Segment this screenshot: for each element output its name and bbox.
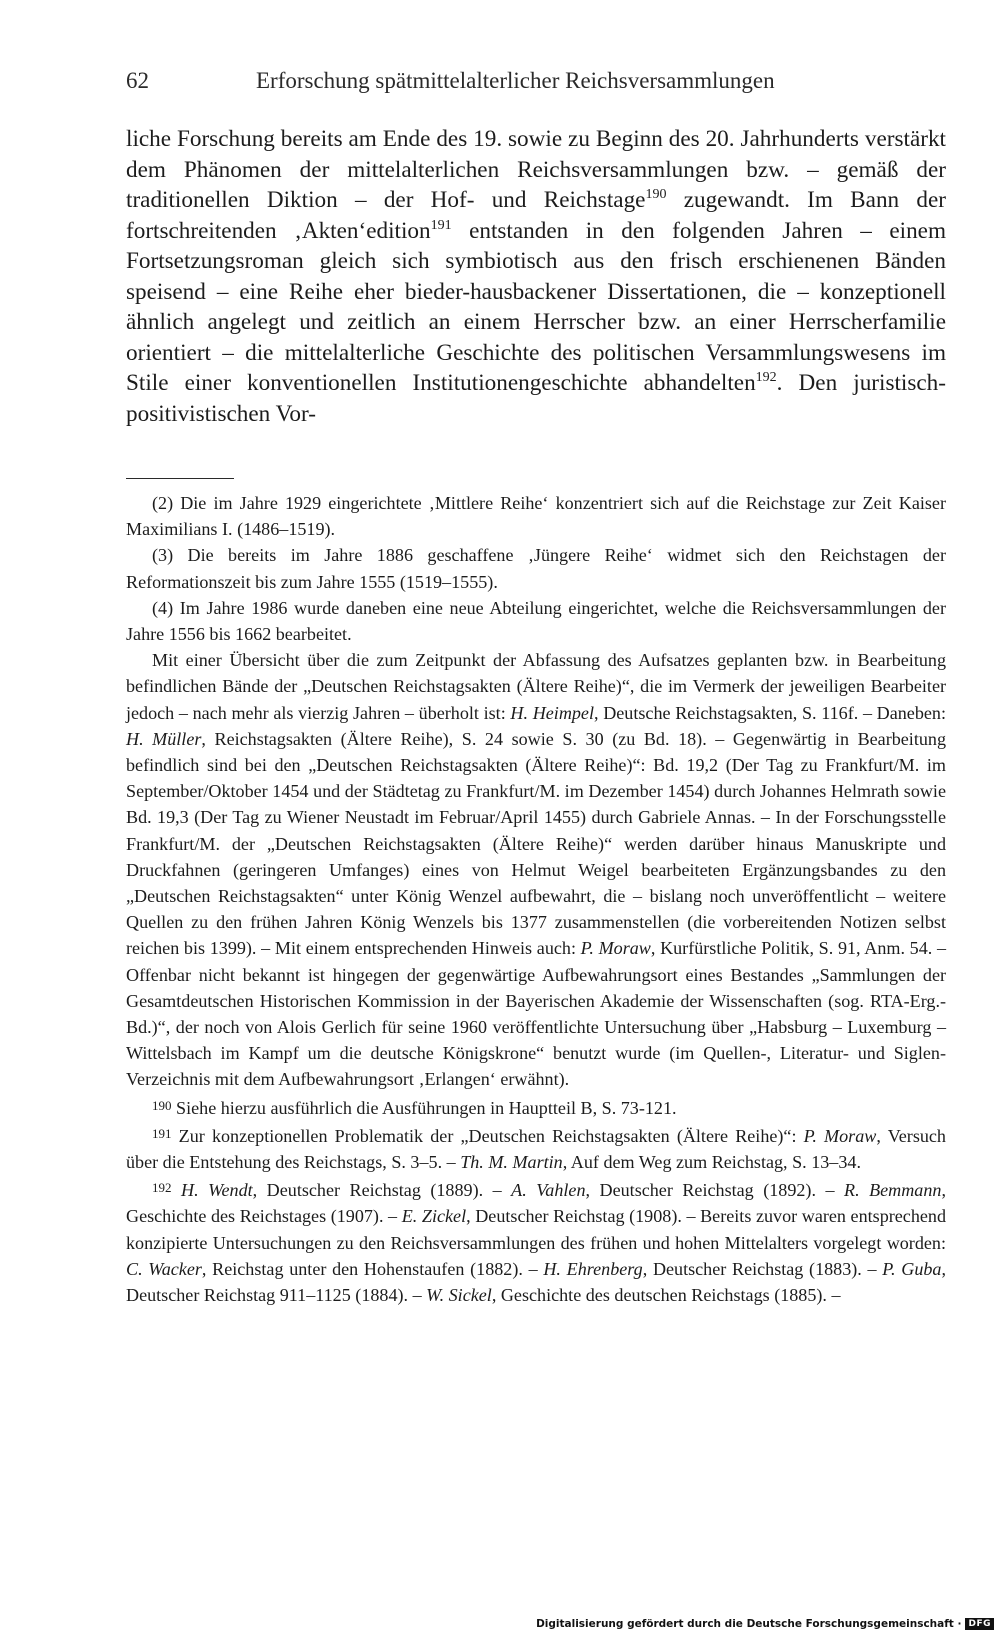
digitization-text: Digitalisierung gefördert durch die Deutsche Forschungsgemeinschaft · bbox=[536, 1618, 962, 1630]
note-4: (4) Im Jahre 1986 wurde daneben eine neue Abteilung eingerichtet, welche die Reichsversammlungen der Jahre 1556 bis 1662 bearbeitet. bbox=[126, 597, 946, 645]
footnote-ref-192: 192 bbox=[755, 370, 777, 385]
running-title: Erforschung spätmittelalterlicher Reichsversammlungen bbox=[256, 68, 775, 93]
author-mueller: H. Müller bbox=[126, 728, 202, 749]
footnote-ref-191: 191 bbox=[430, 217, 452, 233]
footnote-192: $^{192}$ H. Wendt, Deutscher Reichstag (1889). – A. Vahlen, Deutscher Reichstag (1892). – R. Bemmann, Geschichte des Reichstages (1907). – E. Zickel, Deutscher Reichstag (1908). – Bereits zuvor waren entsprechend konzipierte Untersuchungen zu den Reichsversammlungen des frühen und hohen Mittelalters vorgelegt worden: C. Wacker, Reichstag unter den Hohenstaufen (1882). – H. Ehrenberg, Deutscher Reichstag (1883). – P. Guba, Deutscher Reichstag 911–1125 (1884). – W. Sickel, Geschichte des deutschen Reichstags (1885). – bbox=[126, 1180, 946, 1306]
dfg-logo-icon: DFG bbox=[965, 1618, 994, 1630]
footnote-separator bbox=[126, 478, 234, 479]
main-text bbox=[126, 124, 946, 429]
footnotes bbox=[126, 490, 946, 1308]
footnote-191: $^{191}$ Zur konzeptionellen Problematik der „Deutschen Reichstagsakten (Ältere Reihe)“: P. Moraw, Versuch über die Entstehung des Reichstags, S. 3–5. – Th. M. Martin, Auf dem Weg zum Reichstag, S. 13–34. bbox=[126, 1125, 946, 1173]
digitization-stamp bbox=[536, 1618, 994, 1630]
author-moraw: P. Moraw bbox=[580, 938, 651, 959]
body-paragraph: liche Forschung bereits am Ende des 19. sowie zu Beginn des 20. Jahrhunderts verstärkt dem Phänomen der mittelalterlichen Reichsversammlungen bzw. – gemäß der traditionellen Diktion – der Hof- und Reichstage$^{190}$ zugewandt. Im Bann der fortschreitenden ‚Akten‘edition$^{191}$ entstanden in den folgenden Jahren – einem Fortsetzungsroman gleich sich symbiotisch aus den frisch erschienenen Bänden speisend – eine Reihe eher bieder-hausbackener Dissertationen, die – konzeptionell ähnlich angelegt und zeitlich an einem Herrscher bzw. an einer Herrscherfamilie orientiert – die mittelalterliche Geschichte des politischen Versammlungswesens im Stile einer konventionellen Institutionengeschichte abhandelten$^{192}$. Den juristisch-positivistischen Vor- bbox=[126, 126, 946, 427]
page-number: 62 bbox=[126, 68, 149, 93]
author-heimpel: H. Heimpel bbox=[510, 702, 594, 723]
running-header bbox=[126, 66, 946, 96]
note-continuation: Mit einer Übersicht über die zum Zeitpunkt der Abfassung des Aufsatzes geplanten bzw. in Bearbeitung befindlichen Bände der „Deutschen Reichstagsakten (Ältere Reihe)“, die im Vermerk der jeweiligen Bearbeiter jedoch – nach mehr als vierzig Jahren – überholt ist: H. Heimpel, Deutsche Reichstagsakten, S. 116f. – Daneben: H. Müller, Reichstagsakten (Ältere Reihe), S. 24 sowie S. 30 (zu Bd. 18). – Gegenwärtig in Bearbeitung befindlich sind bei den „Deutschen Reichstagsakten (Ältere Reihe)“: Bd. 19,2 (Der Tag zu Frankfurt/M. im September/Oktober 1454 und der Städtetag zu Frankfurt/M. im Dezember 1454) durch Johannes Helmrath sowie Bd. 19,3 (Der Tag zu Wiener Neustadt im Februar/April 1455) durch Gabriele Annas. – In der Forschungsstelle Frankfurt/M. der „Deutschen Reichstagsakten (Ältere Reihe)“ werden darüber hinaus Manuskripte und Druckfahnen (geringeren Umfanges) eines von Helmut Weigel bearbeiteten Ergänzungsbandes zu den „Deutschen Reichstagsakten“ unter König Wenzel aufbewahrt, die – bislang noch unveröffentlicht – weitere Quellen zu den frühen Jahren König Wenzels bis 1377 zusammenstellen (die vorbereitenden Notizen selbst reichen bis 1399). – Mit einem entsprechenden Hinweis auch: P. Moraw, Kurfürstliche Politik, S. 91, Anm. 54. – Offenbar nicht bekannt ist hingegen der gegenwärtige Aufbewahrungsort eines Bestandes „Sammlungen der Gesamtdeutschen Historischen Kommission in der Bayerischen Akademie der Wissenschaften (sog. RTA-Erg.-Bd.)“, der noch von Alois Gerlich für seine 1960 veröffentlichte Untersuchung über „Habsburg – Luxemburg – Wittelsbach im Kampf um die deutsche Königskrone“ benutzt wurde (im Quellen-, Literatur- und Siglen-Verzeichnis mit dem Aufbewahrungsort ‚Erlangen‘ erwähnt). bbox=[126, 650, 946, 1090]
note-2: (2) Die im Jahre 1929 eingerichtete ‚Mittlere Reihe‘ konzentriert sich auf die Reichstage zur Zeit Kaiser Maximilians I. (1486–1519). bbox=[126, 493, 946, 540]
footnote-190: $^{190}$ Siehe hierzu ausführlich die Ausführungen in Hauptteil B, S. 73-121. bbox=[152, 1097, 677, 1118]
note-3: (3) Die bereits im Jahre 1886 geschaffene ‚Jüngere Reihe‘ widmet sich den Reichstagen der Reformationszeit bis zum Jahre 1555 (1519–1555). bbox=[126, 545, 946, 592]
footnote-ref-190: 190 bbox=[645, 187, 667, 202]
